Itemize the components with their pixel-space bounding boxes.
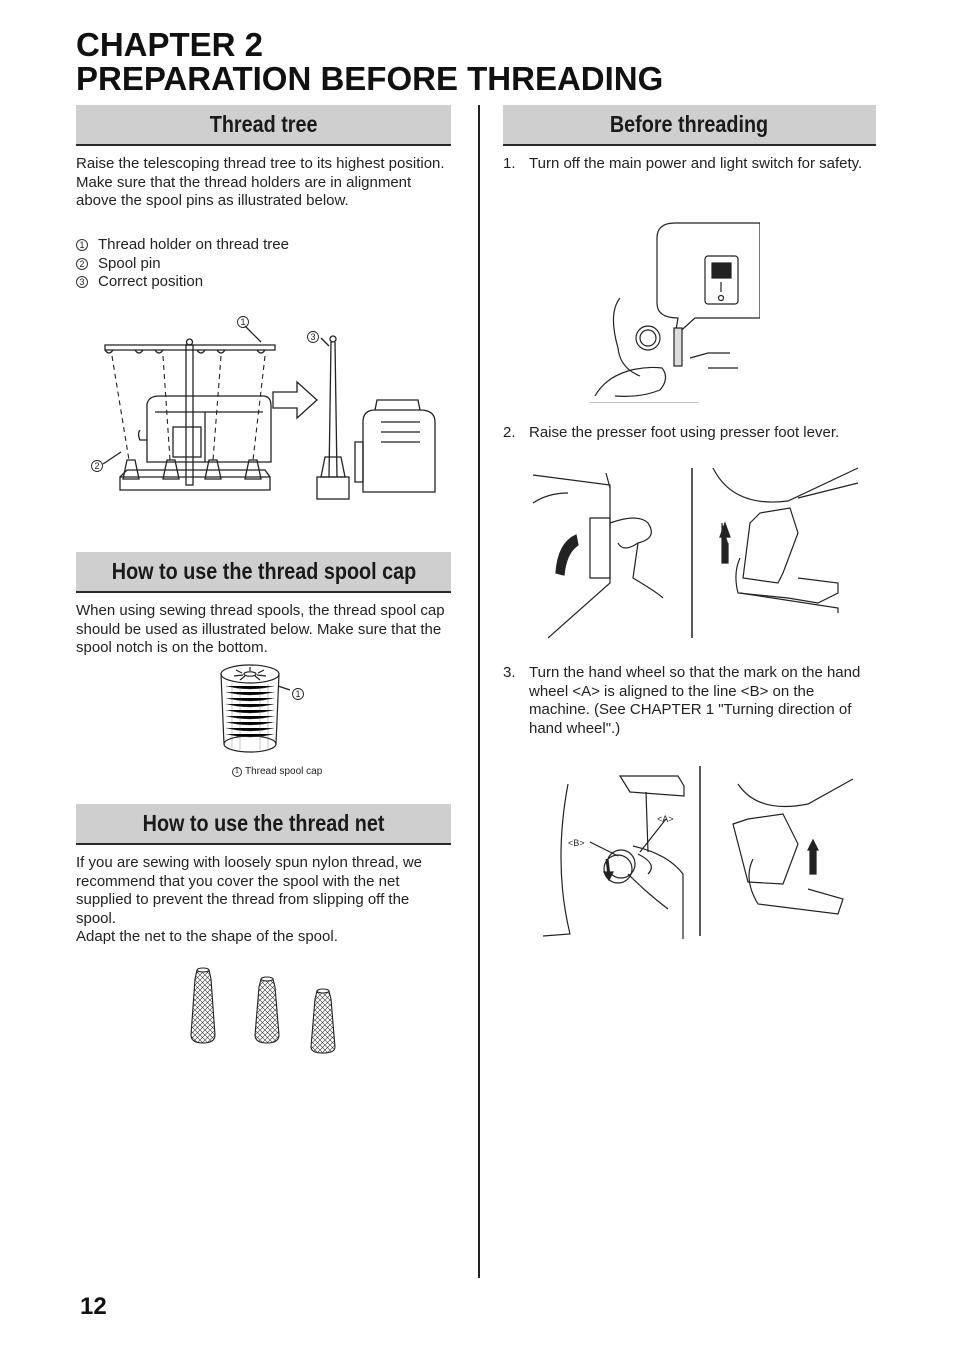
figure-callout-3: 3 — [310, 332, 316, 342]
chapter-number: CHAPTER 2 — [76, 26, 264, 63]
legend-number: 3 — [76, 276, 88, 288]
power-switch-illustration — [590, 218, 760, 403]
section-header-thread-tree — [76, 105, 451, 146]
column-divider — [478, 105, 480, 1278]
section-title-spool-cap: How to use the thread spool cap — [111, 558, 416, 584]
thread-tree-illustration — [85, 312, 450, 517]
legend-number: 2 — [76, 258, 88, 270]
caption-text: Thread spool cap — [245, 766, 323, 777]
spool-cap-callout: 1 — [295, 689, 301, 699]
legend-text: Spool pin — [98, 254, 161, 272]
presser-foot-lever-illustration — [528, 463, 863, 643]
figure-callout-2: 2 — [94, 461, 100, 471]
legend-item — [76, 236, 451, 255]
step-1 — [503, 155, 876, 174]
caption-number: 1 — [232, 767, 242, 777]
legend-text: Correct position — [98, 273, 204, 290]
label-a: <A> — [657, 814, 674, 824]
figure-callout-1: 1 — [240, 317, 246, 327]
step-2 — [503, 424, 876, 443]
chapter-title — [76, 28, 663, 96]
spool-illustration — [212, 662, 312, 757]
page-number: 12 — [80, 1293, 107, 1320]
step-text: Turn the hand wheel so that the mark on the hand wheel <A> is aligned to the line <B> on the machine. (See CHAPTER 1 "Turning direction of hand wheel".) — [529, 664, 861, 737]
section-header-thread-net — [76, 804, 451, 845]
legend-item — [76, 255, 451, 274]
section-title-thread-net: How to use the thread net — [142, 810, 385, 836]
section-title-before-threading: Before threading — [610, 111, 769, 137]
thread-net-illustration — [185, 965, 345, 1057]
label-b: <B> — [568, 838, 585, 848]
section-header-spool-cap — [76, 552, 451, 593]
legend-text: Thread holder on thread tree — [98, 236, 289, 253]
thread-net-paragraph: If you are sewing with loosely spun nylon thread, we recommend that you cover the spool with the net supplied to prevent the thread from slipping off the spool. — [76, 854, 423, 927]
step-3 — [503, 664, 876, 738]
step-number: 2. — [503, 424, 516, 441]
step-text: Turn off the main power and light switch for safety. — [529, 155, 863, 172]
step-number: 1. — [503, 155, 516, 172]
thread-tree-legend — [76, 236, 451, 292]
step-number: 3. — [503, 664, 516, 681]
section-header-before-threading — [503, 105, 876, 146]
spool-cap-caption — [232, 766, 322, 777]
section-title-thread-tree: Thread tree — [209, 111, 318, 137]
hand-wheel-illustration — [538, 764, 858, 939]
legend-number: 1 — [76, 239, 88, 251]
thread-net-paragraph-2: Adapt the net to the shape of the spool. — [76, 928, 338, 945]
step-text: Raise the presser foot using presser foot lever. — [529, 424, 840, 441]
spool-cap-paragraph: When using sewing thread spools, the thread spool cap should be used as illustrated below. Make sure that the spool notch is on the bottom. — [76, 602, 445, 656]
thread-tree-paragraph: Raise the telescoping thread tree to its highest position. Make sure that the thread holders are in alignment above the spool pins as illustrated below. — [76, 155, 445, 209]
legend-item — [76, 273, 451, 292]
chapter-name: PREPARATION BEFORE THREADING — [76, 60, 664, 97]
